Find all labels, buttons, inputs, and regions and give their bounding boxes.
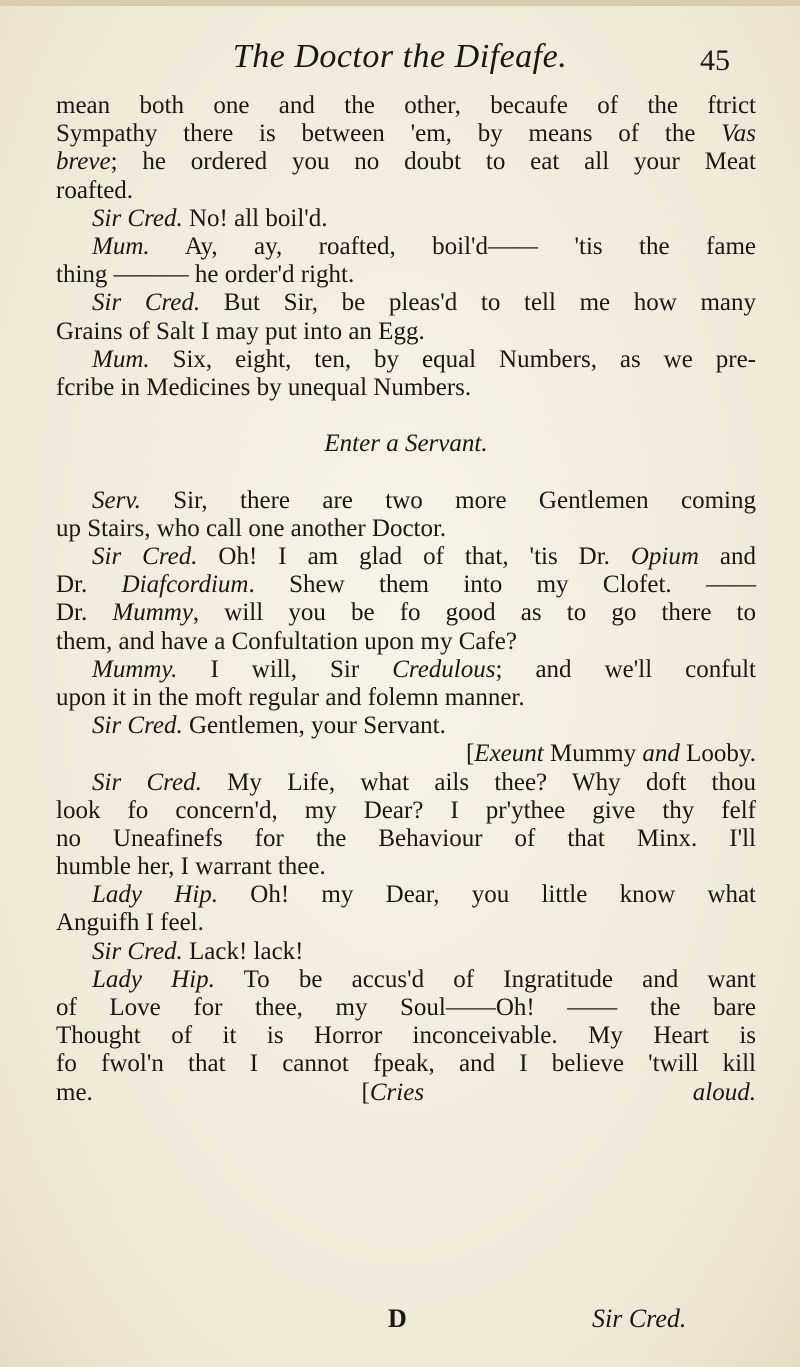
roman-text: fcribe in Medicines by unequal Numbers.: [56, 373, 472, 401]
roman-text: ; and we'll confult: [495, 655, 756, 683]
text-line: [56, 853, 756, 881]
roman-text: no Uneafinefs for the Behaviour of that Minx. I'll: [56, 824, 756, 852]
catchword: Sir Cred.: [592, 1304, 687, 1333]
roman-text: Six, eight, ten, by equal Numbers, as we pre-: [149, 345, 756, 373]
page-edge: [0, 0, 800, 6]
page-footer: [0, 1304, 800, 1344]
text-line: [56, 684, 756, 712]
blank-line: [56, 458, 756, 486]
italic-text: and: [642, 740, 680, 768]
italic-text: Sir Cred.: [92, 204, 183, 232]
roman-text: Lack! lack!: [182, 937, 304, 965]
italic-text: Sir Cred.: [92, 768, 202, 796]
italic-text: Credulous: [392, 655, 496, 683]
text-line: [56, 177, 756, 205]
roman-text: Oh! my Dear, you little know what: [218, 881, 756, 909]
text-line: [56, 909, 756, 937]
roman-text: Grains of Salt I may put into an Egg.: [56, 317, 425, 345]
roman-text: No! all boil'd.: [182, 204, 328, 232]
text-line: [56, 487, 756, 515]
text-line: [56, 233, 756, 261]
roman-text: Sympathy there is between 'em, by means of the: [56, 120, 722, 148]
roman-text: Mummy: [543, 740, 643, 768]
roman-text: humble her, I warrant thee.: [56, 853, 326, 881]
roman-text: Thought of it is Horror inconceivable. My Heart is: [56, 1022, 756, 1050]
text-line: [56, 289, 756, 317]
italic-text: breve: [56, 148, 111, 176]
text-line: [56, 430, 756, 458]
italic-text: Lady Hip.: [92, 881, 219, 909]
roman-text: , will you be fo good as to go there to: [192, 599, 757, 627]
text-line: [56, 994, 756, 1022]
roman-text: ; he ordered you no doubt to eat all your Meat: [110, 148, 756, 176]
running-head: The Doctor the Difeafe.: [232, 38, 568, 75]
roman-text: My Life, what ails thee? Why doft thou: [201, 768, 756, 796]
text-line: [56, 515, 756, 543]
roman-text: Sir, there are two more Gentlemen coming: [140, 486, 756, 514]
roman-text: [: [92, 1078, 370, 1106]
roman-text: Dr.: [56, 571, 122, 599]
text-line: [56, 1050, 756, 1078]
blank-line: [56, 402, 756, 430]
text-line: [56, 656, 756, 684]
signature-mark: D: [388, 1304, 407, 1333]
roman-text: Oh! I am glad of that, 'tis Dr.: [197, 543, 631, 570]
roman-text: Gentlemen, your Servant.: [182, 712, 446, 740]
italic-text: Serv.: [92, 486, 141, 514]
text-line: [56, 374, 756, 402]
roman-text: and: [698, 543, 756, 570]
text-line: [56, 205, 756, 233]
page-header: [0, 38, 800, 88]
text-line: [56, 599, 756, 627]
text-line: [56, 571, 756, 599]
italic-text: Sir Cred.: [92, 289, 201, 317]
italic-text: Enter a Servant.: [324, 430, 488, 458]
text-line: [56, 92, 756, 120]
text-line: [56, 740, 756, 768]
roman-text: Anguifh I feel.: [56, 909, 204, 937]
roman-text: look fo concern'd, my Dear? I pr'ythee give thy felf: [56, 796, 756, 824]
roman-text: [: [465, 740, 475, 768]
italic-text: Lady Hip.: [92, 965, 215, 993]
roman-text: I will, Sir: [177, 655, 393, 683]
body-text: [56, 92, 756, 1107]
italic-text: Mum.: [92, 232, 150, 260]
italic-text: Sir Cred.: [92, 712, 183, 740]
text-line: [56, 628, 756, 656]
roman-text: roafted.: [56, 176, 134, 204]
italic-text: Opium: [630, 543, 699, 570]
italic-text: Diafcordium: [121, 571, 249, 599]
page-number: 45: [700, 44, 730, 77]
text-line: [56, 120, 756, 148]
roman-text: thing ——— he order'd right.: [56, 261, 355, 289]
roman-text: fo fwol'n that I cannot fpeak, and I believe 'twill kill: [56, 1050, 756, 1078]
roman-text: upon it in the moft regular and folemn manner.: [56, 683, 525, 711]
roman-text: them, and have a Confultation upon my Cafe?: [56, 627, 517, 655]
roman-text: me.: [56, 1078, 93, 1106]
text-line: [56, 346, 756, 374]
italic-text: Exeunt: [474, 740, 544, 768]
text-line: [56, 543, 756, 571]
text-line: [56, 797, 756, 825]
text-line: [56, 261, 756, 289]
roman-text: To be accus'd of Ingratitude and want: [214, 965, 757, 993]
roman-text: Looby.: [679, 740, 756, 768]
roman-text: Dr.: [56, 599, 113, 627]
text-line: [56, 769, 756, 797]
italic-text: Mum.: [92, 345, 150, 373]
roman-text: But Sir, be pleas'd to tell me how many: [200, 289, 757, 317]
roman-text: up Stairs, who call one another Doctor.: [56, 514, 447, 542]
roman-text: mean both one and the other, becaufe of the ftrict: [56, 92, 756, 119]
roman-text: of Love for thee, my Soul——Oh! —— the bare: [56, 994, 756, 1021]
italic-text: Cries aloud.: [369, 1078, 756, 1106]
roman-text: Ay, ay, roafted, boil'd—— 'tis the fame: [149, 232, 756, 260]
italic-text: Vas: [721, 120, 756, 148]
text-line: [56, 966, 756, 994]
text-line: [56, 712, 756, 740]
italic-text: Mummy: [112, 599, 193, 627]
text-line: [56, 1022, 756, 1050]
roman-text: . Shew them into my Clofet. ——: [248, 571, 757, 599]
text-line: [56, 148, 756, 176]
italic-text: Mummy.: [92, 655, 178, 683]
italic-text: Sir Cred.: [92, 543, 198, 570]
text-line: [56, 825, 756, 853]
text-line: [56, 881, 756, 909]
italic-text: Sir Cred.: [92, 937, 183, 965]
text-line: [56, 318, 756, 346]
text-line: [56, 1079, 756, 1107]
text-line: [56, 938, 756, 966]
